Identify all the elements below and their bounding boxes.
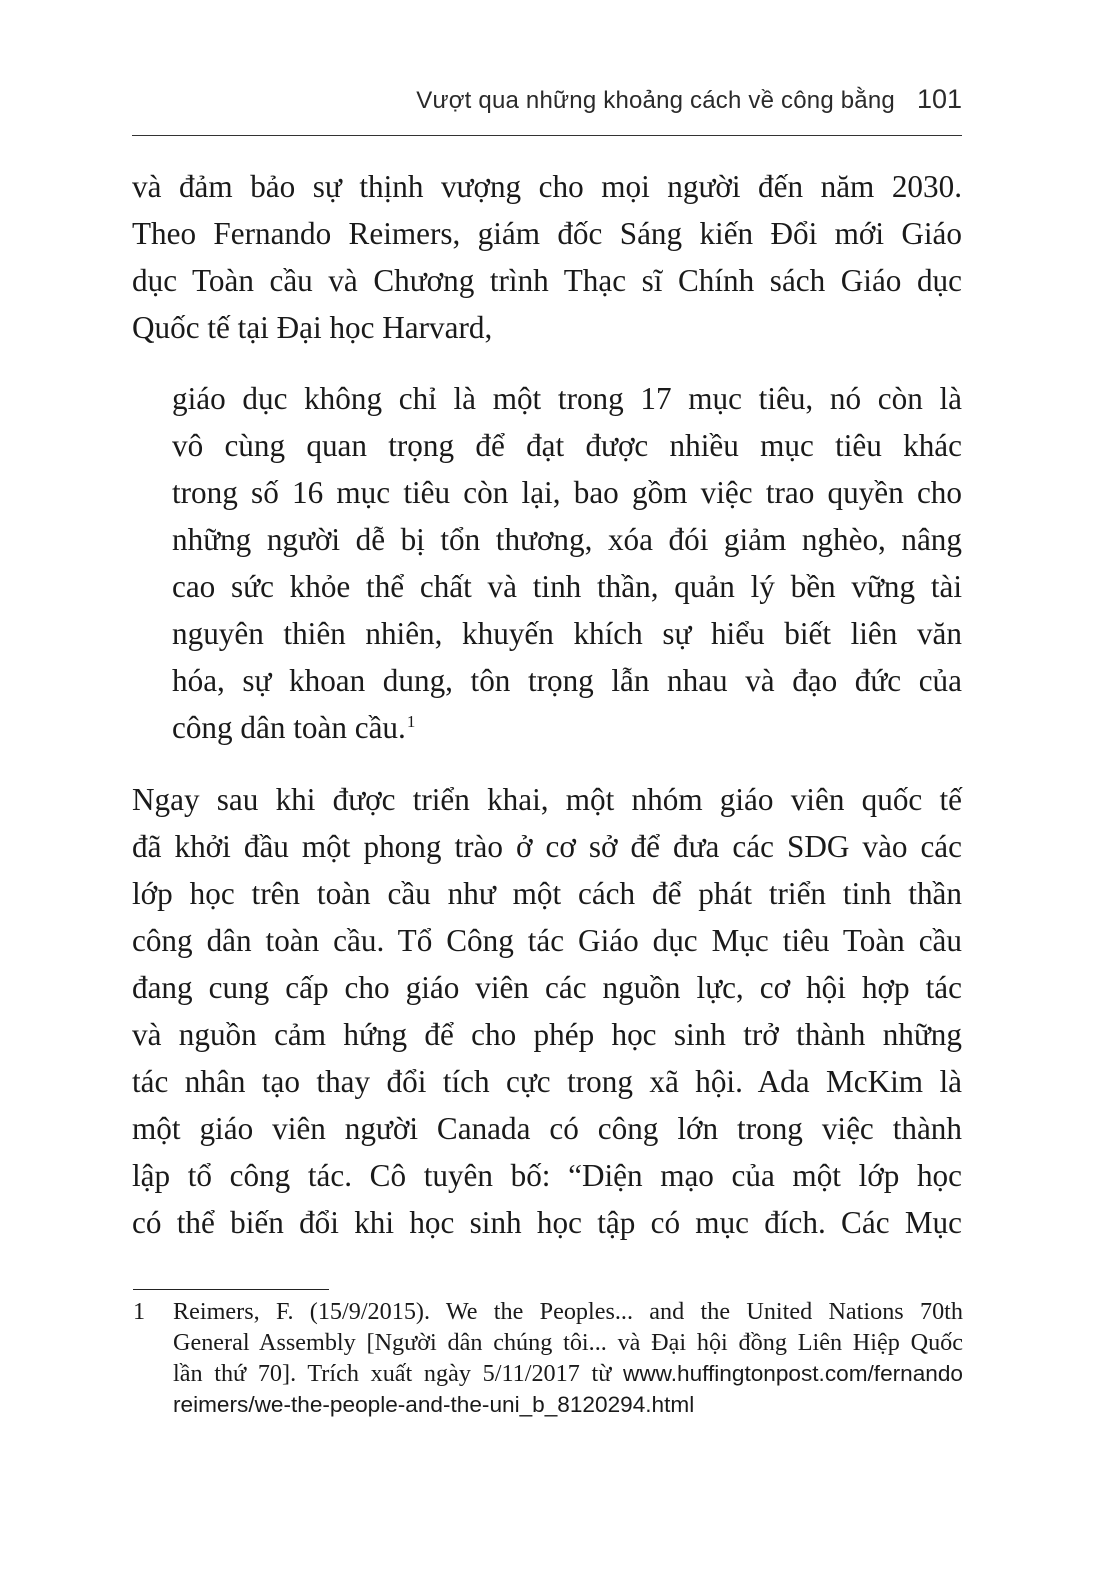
quote-line-text: công dân toàn cầu. [172,710,406,745]
quote-line: giáo dục không chỉ là một trong 17 mục tiêu, nó còn là [172,381,962,416]
footnote-url-continued[interactable]: reimers/we-the-people-and-the-uni_b_8120294.html [173,1392,695,1417]
text-line: một giáo viên người Canada có công lớn trong việc thành [132,1111,962,1146]
footnote-line-text: lần thứ 70]. Trích xuất ngày 5/11/2017 từ [173,1360,624,1387]
text-line: công dân toàn cầu. Tổ Công tác Giáo dục Mục tiêu Toàn cầu [132,923,962,958]
footnote-line: General Assembly [Người dân chúng tôi... và Đại hội đồng Liên Hiệp Quốc [173,1329,963,1356]
footnote-number: 1 [133,1298,146,1325]
header-rule [132,135,962,136]
text-line: đang cung cấp cho giáo viên các nguồn lực, cơ hội hợp tác [132,970,962,1005]
block-quote [172,375,962,751]
footnote-reference[interactable]: 1 [406,712,416,731]
footnote-body [173,1296,963,1420]
text-line: và nguồn cảm hứng để cho phép học sinh trở thành những [132,1017,962,1052]
text-line: lập tổ công tác. Cô tuyên bố: “Diện mạo của một lớp học [132,1158,962,1193]
text-line: có thể biến đổi khi học sinh học tập có mục đích. Các Mục [132,1205,962,1240]
quote-line: nguyên thiên nhiên, khuyến khích sự hiểu biết liên văn [172,616,962,651]
footnote-url[interactable]: www.huffingtonpost.com/fernando [623,1361,963,1386]
text-line: lớp học trên toàn cầu như một cách để phát triển tinh thần [132,876,962,911]
paragraph-main [132,776,962,1246]
running-header [132,84,962,128]
text-line: Quốc tế tại Đại học Harvard, [132,310,493,345]
running-title: Vượt qua những khoảng cách về công bằng [416,87,895,114]
text-line: và đảm bảo sự thịnh vượng cho mọi người đến năm 2030. [132,169,962,204]
quote-line: trong số 16 mục tiêu còn lại, bao gồm việc trao quyền cho [172,475,962,510]
footnote-line: Reimers, F. (15/9/2015). We the Peoples... and the United Nations 70th [173,1298,963,1325]
footnote-rule [133,1289,329,1290]
text-line: Ngay sau khi được triển khai, một nhóm giáo viên quốc tế [132,782,962,817]
text-line: dục Toàn cầu và Chương trình Thạc sĩ Chính sách Giáo dục [132,263,962,298]
text-line: Theo Fernando Reimers, giám đốc Sáng kiến Đổi mới Giáo [132,216,962,251]
paragraph-intro [132,163,962,351]
page-number: 101 [916,84,962,114]
text-line: tác nhân tạo thay đổi tích cực trong xã hội. Ada McKim là [132,1064,962,1099]
quote-line: cao sức khỏe thể chất và tinh thần, quản lý bền vững tài [172,569,962,604]
footnote-line [173,1358,963,1389]
text-line: đã khởi đầu một phong trào ở cơ sở để đưa các SDG vào các [132,829,962,864]
quote-line: hóa, sự khoan dung, tôn trọng lẫn nhau và đạo đức của [172,663,962,698]
quote-line: những người dễ bị tổn thương, xóa đói giảm nghèo, nâng [172,522,962,557]
quote-line: vô cùng quan trọng để đạt được nhiều mục tiêu khác [172,428,962,463]
quote-line-last [172,704,962,751]
